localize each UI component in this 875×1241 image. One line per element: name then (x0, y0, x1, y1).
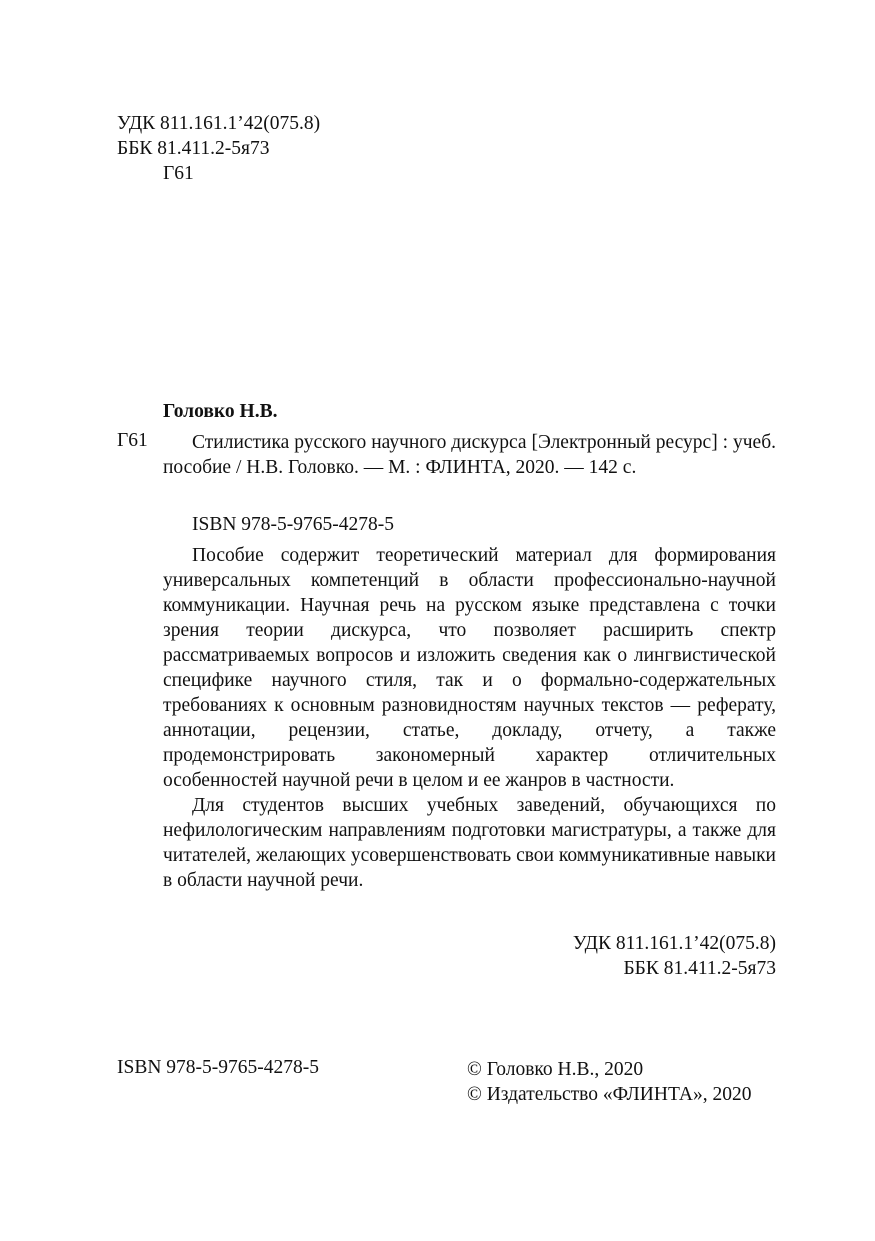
classification-codes (117, 111, 320, 186)
footer-udk-code: УДК 811.161.1’42(075.8) (572, 933, 776, 954)
footer-isbn: ISBN 978-5-9765-4278-5 (117, 1057, 320, 1078)
bibliographic-description (163, 430, 776, 480)
abstract-paragraph: Пособие содержит теоретический материал для формирования универсальных компетенций в области профессионально-научной коммуникации. Научная речь на русском языке представлена с точки зрения теории дискурса, что позволяет расширить спектр рассматриваемых вопросов и изложить сведения как о лингвистической специфике научного стиля, так и о формально-содержательных требованиях к основным разновидностям научных текстов — реферату, аннотации, рецензии, статье, докладу, отчету, а также продемонстрировать закономерный характер отличительных особенностей научной речи в целом и ее жанров в частности. (163, 545, 776, 791)
copyright-block (467, 1057, 751, 1107)
author-name: Головко Н.В. (163, 401, 278, 422)
author-mark: Г61 (163, 163, 194, 184)
bbk-code: ББК 81.411.2-5я73 (117, 138, 270, 159)
udk-code: УДК 811.161.1’42(075.8) (117, 113, 321, 134)
copyright-publisher: © Издательство «ФЛИНТА», 2020 (467, 1084, 752, 1105)
audience-paragraph: Для студентов высших учебных заведений, обучающихся по нефилологическим направлениям подготовки магистратуры, а также для читателей, желающих усовершенствовать свои коммуникативные навыки в области научной речи. (163, 795, 776, 891)
catalog-mark: Г61 (117, 430, 148, 451)
copyright-author: © Головко Н.В., 2020 (467, 1059, 644, 1080)
abstract (163, 543, 776, 893)
isbn-line: ISBN 978-5-9765-4278-5 (192, 514, 395, 535)
footer-classification-codes (573, 931, 776, 981)
footer-bbk-code: ББК 81.411.2-5я73 (623, 958, 776, 979)
bibliographic-text: Стилистика русского научного дискурса [Электронный ресурс] : учеб. пособие / Н.В. Головко. — М. : ФЛИНТА, 2020. — 142 с. (163, 432, 776, 478)
